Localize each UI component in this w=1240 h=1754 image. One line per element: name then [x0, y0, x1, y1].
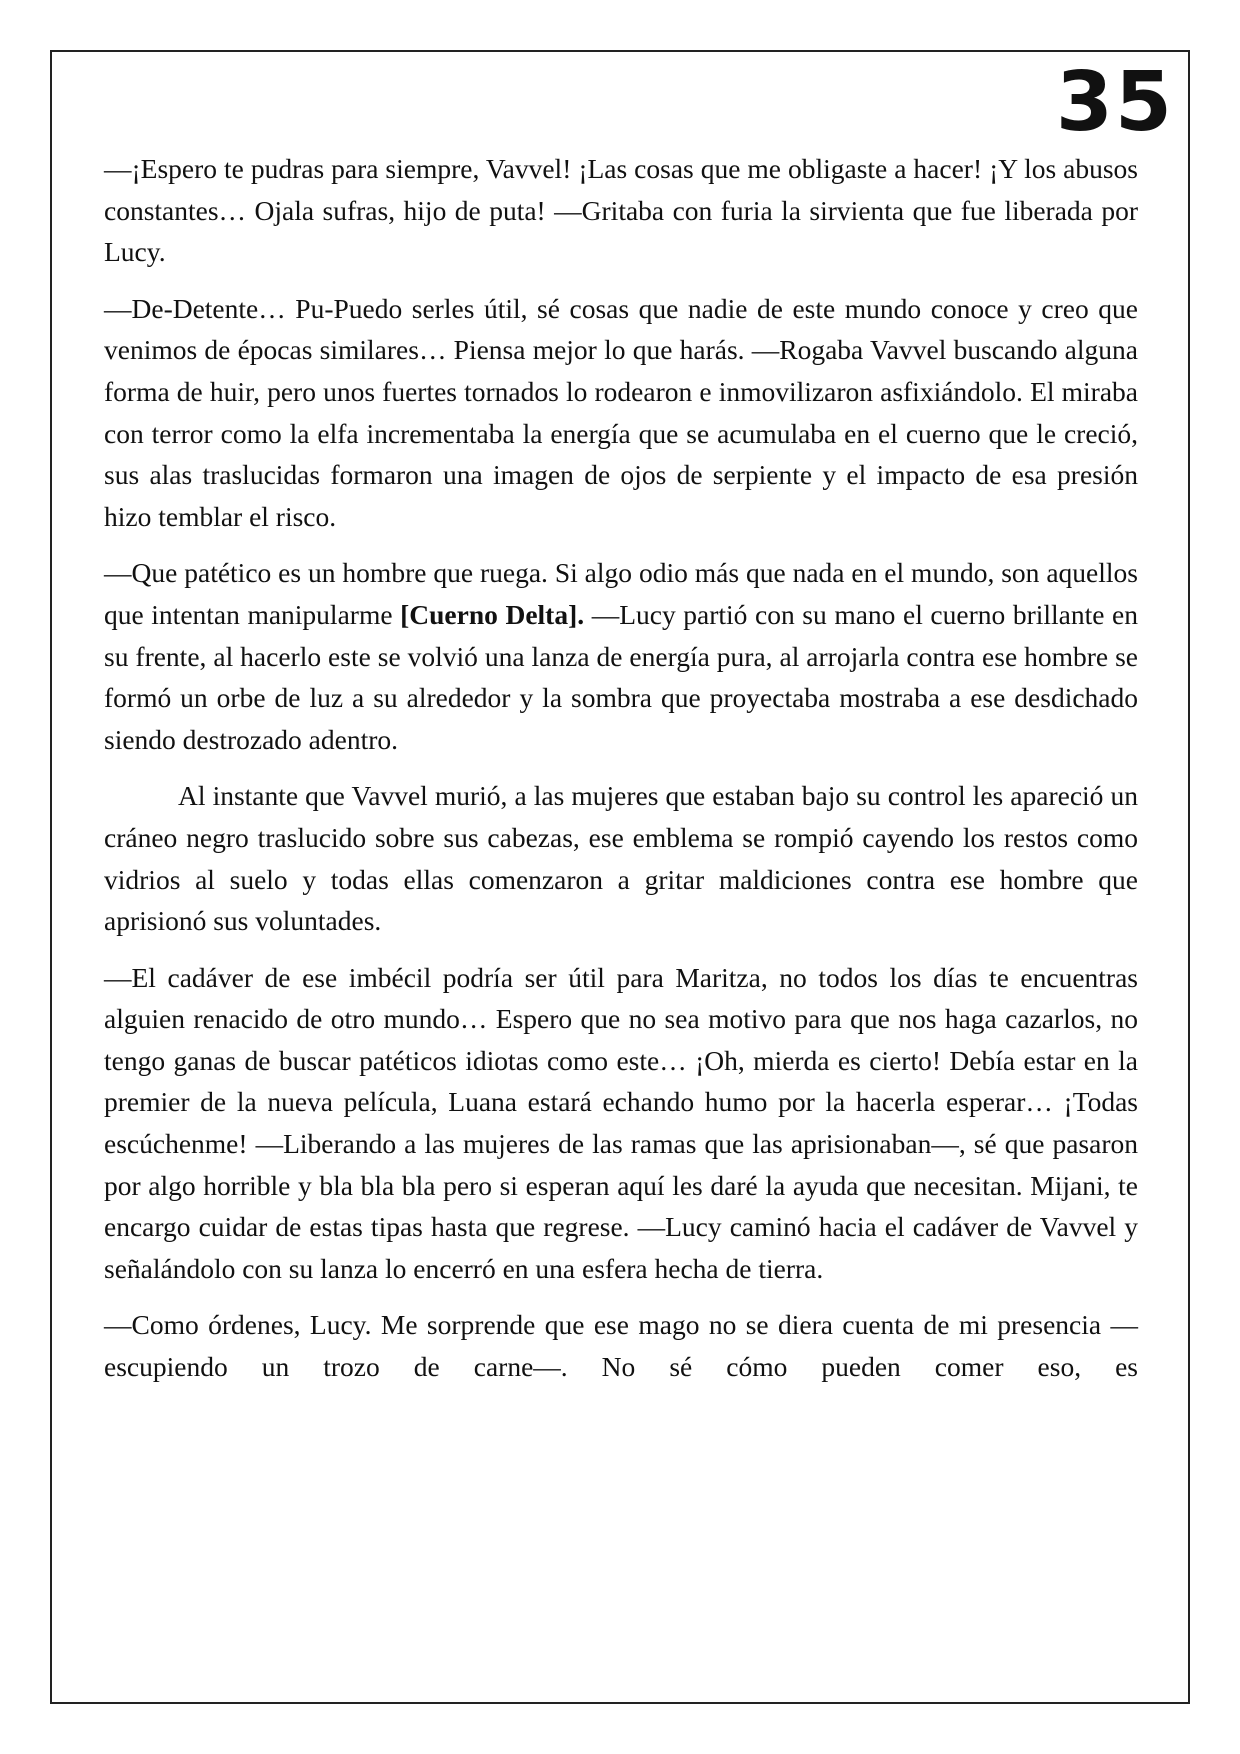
paragraph-3-text-before: —Que patético es un hombre que ruega. Si algo odio más que nada en el mundo, son aquellos que intentan manipularme — [104, 557, 1138, 630]
paragraph-2: —De-Detente… Pu-Puedo serles útil, sé cosas que nadie de este mundo conoce y creo que venimos de épocas similares… Piensa mejor lo que harás. —Rogaba Vavvel buscando alguna forma de huir, pero unos fuertes tornados lo rodearon e inmovilizaron asfixiándolo. El miraba con terror como la elfa incrementaba la energía que se acumulaba en el cuerno que le creció, sus alas traslucidas formaron una imagen de ojos de serpiente y el impacto de esa presión hizo temblar el risco. — [104, 292, 1138, 532]
paragraph-6: —Como órdenes, Lucy. Me sorprende que ese mago no se diera cuenta de mi presencia —escupiendo un trozo de carne—. No sé cómo pueden comer eso, es — [104, 1309, 1138, 1383]
body-text — [104, 148, 1138, 1403]
paragraph-5: —El cadáver de ese imbécil podría ser útil para Maritza, no todos los días te encuentras alguien renacido de otro mundo… Espero que no sea motivo para que nos haga cazarlos, no tengo ganas de buscar patéticos idiotas como este… ¡Oh, mierda es cierto! Debía estar en la premier de la nueva película, Luana estará echando humo por la hacerla esperar… ¡Todas escúchenme! —Liberando a las mujeres de las ramas que las aprisionaban—, sé que pasaron por algo horrible y bla bla bla pero si esperan aquí les daré la ayuda que necesitan. Mijani, te encargo cuidar de estas tipas hasta que regrese. —Lucy caminó hacia el cadáver de Vavvel y señalándolo con su lanza lo encerró en una esfera hecha de tierra. — [104, 961, 1138, 1284]
skill-name-bold: [Cuerno Delta]. — [400, 598, 585, 630]
paragraph-3 — [104, 552, 1138, 760]
page-number: 35 — [1055, 55, 1174, 150]
paragraph-3-text-after: —Lucy partió con su mano el cuerno brillante en su frente, al hacerlo este se volvió una lanza de energía pura, al arrojarla contra ese hombre se formó un orbe de luz a su alrededor y la sombra que proyectaba mostraba a ese desdichado siendo destrozado adentro. — [104, 598, 1138, 755]
paragraph-4: Al instante que Vavvel murió, a las mujeres que estaban bajo su control les apareció un cráneo negro traslucido sobre sus cabezas, ese emblema se rompió cayendo los restos como vidrios al suelo y todas ellas comenzaron a gritar maldiciones contra ese hombre que aprisionó sus voluntades. — [104, 780, 1138, 937]
paragraph-1: —¡Espero te pudras para siempre, Vavvel! ¡Las cosas que me obligaste a hacer! ¡Y los abusos constantes… Ojala sufras, hijo de puta! —Gritaba con furia la sirvienta que fue liberada por Lucy. — [104, 153, 1138, 268]
